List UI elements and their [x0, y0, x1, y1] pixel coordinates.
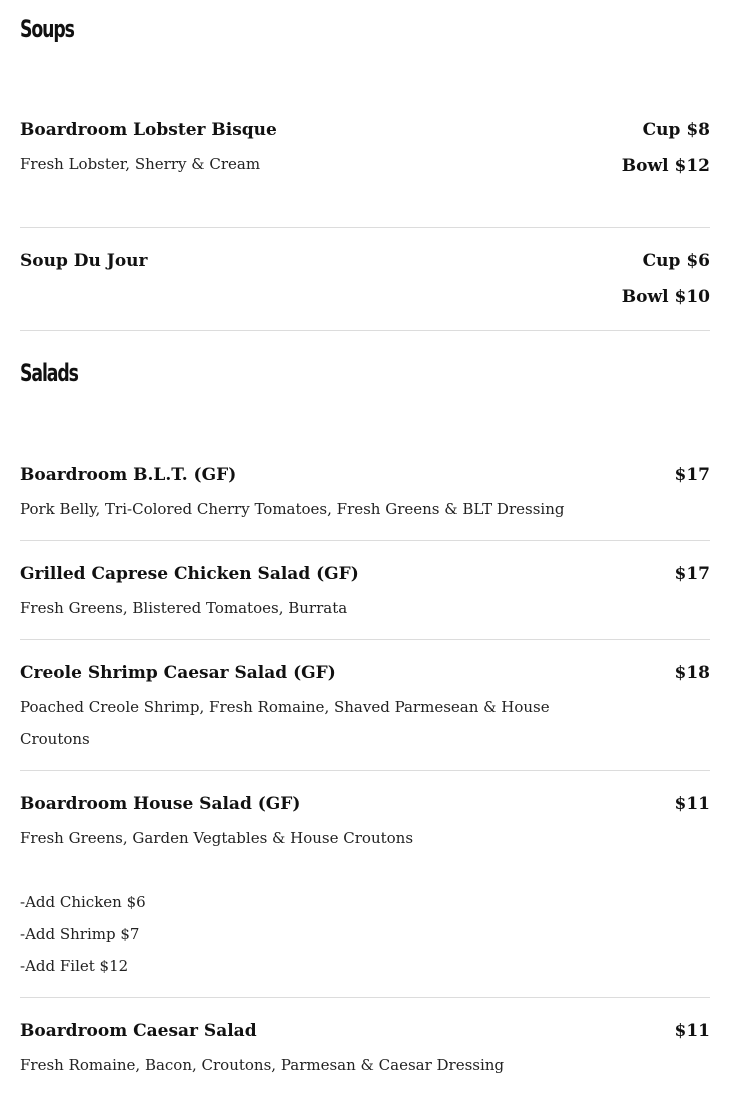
menu-item-caprese-chicken — [20, 556, 710, 624]
item-price: Cup $8 Bowl $12 — [621, 120, 710, 176]
menu-item-house-salad — [20, 786, 710, 982]
divider — [20, 997, 710, 998]
item-name: Boardroom Caesar Salad — [20, 1021, 257, 1041]
divider — [20, 770, 710, 771]
menu-item-caesar-salad — [20, 1013, 710, 1081]
menu-item-lobster-bisque — [20, 112, 710, 184]
divider — [20, 330, 710, 331]
section-title-salads: Salads — [20, 359, 78, 387]
addon-chicken: -Add Chicken $6 — [20, 893, 146, 911]
menu-item-creole-shrimp-caesar — [20, 655, 710, 755]
item-price: $11 — [674, 1021, 710, 1041]
item-description: Fresh Lobster, Sherry & Cream — [20, 155, 261, 173]
item-name: Boardroom Lobster Bisque — [20, 120, 277, 140]
menu-item-blt — [20, 457, 710, 525]
item-name: Boardroom House Salad (GF) — [20, 794, 301, 814]
addon-shrimp: -Add Shrimp $7 — [20, 925, 140, 943]
item-name: Creole Shrimp Caesar Salad (GF) — [20, 663, 336, 683]
item-description: Fresh Romaine, Bacon, Croutons, Parmesan & Caesar Dressing — [20, 1056, 505, 1074]
item-description: Fresh Greens, Garden Vegtables & House Croutons — [20, 829, 414, 847]
item-description: Pork Belly, Tri-Colored Cherry Tomatoes, Fresh Greens & BLT Dressing — [20, 500, 565, 518]
item-price: $18 — [674, 663, 710, 683]
section-title-soups: Soups — [20, 15, 74, 43]
divider — [20, 227, 710, 228]
item-name: Grilled Caprese Chicken Salad (GF) — [20, 564, 359, 584]
item-price: $17 — [674, 564, 710, 584]
item-description: Poached Creole Shrimp, Fresh Romaine, Shaved Parmesean & House Croutons — [20, 698, 550, 748]
item-price: $11 — [674, 794, 710, 814]
menu-item-soup-du-jour — [20, 243, 710, 315]
item-name: Boardroom B.L.T. (GF) — [20, 465, 237, 485]
divider — [20, 639, 710, 640]
item-description: Fresh Greens, Blistered Tomatoes, Burrata — [20, 599, 348, 617]
item-name: Soup Du Jour — [20, 251, 148, 271]
divider — [20, 540, 710, 541]
item-price: Cup $6 Bowl $10 — [621, 251, 710, 307]
item-price: $17 — [674, 465, 710, 485]
addon-filet: -Add Filet $12 — [20, 957, 129, 975]
